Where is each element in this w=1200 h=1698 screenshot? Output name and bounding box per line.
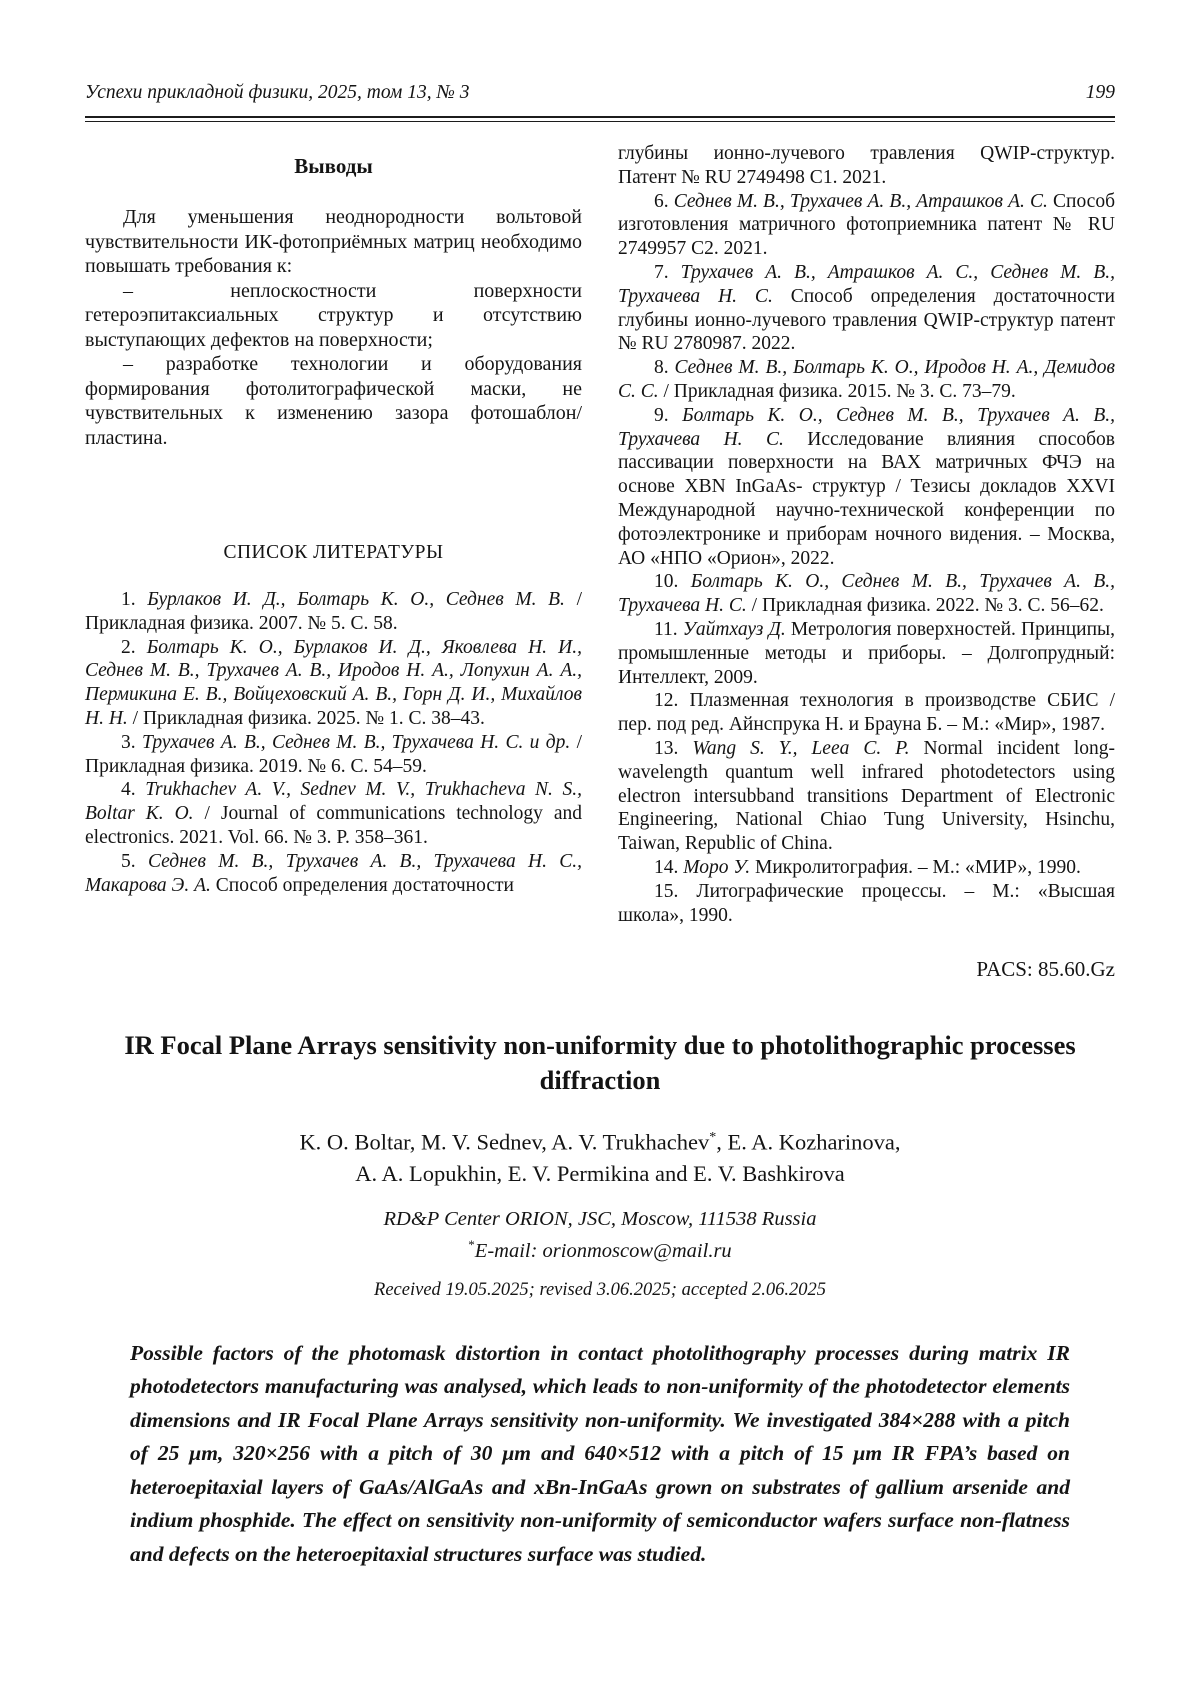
reference-item: 11. Уайтхауз Д. Метрология поверхностей. Принципы, промышленные методы и приборы. – Долгопрудный: Интеллект, 2009. xyxy=(618,618,1115,688)
email-text: E-mail: orionmoscow@mail.ru xyxy=(474,1239,732,1262)
authors-line-1-tail: , E. A. Kozharinova, xyxy=(716,1129,901,1155)
running-head xyxy=(85,82,1115,104)
reference-item: 9. Болтарь К. О., Седнев М. В., Трухачев А. В., Трухачева Н. С. Исследование влияния способов пассивации поверхности на ВАХ матричных ФЧЭ на основе XBN InGaAs- структур / Тезисы докладов XXVI Международной научно-технической конференции по фотоэлектронике и приборам ночного видения. – Москва, АО «НПО «Орион», 2022. xyxy=(618,404,1115,569)
right-column xyxy=(618,142,1115,927)
left-column xyxy=(85,142,582,927)
affiliation: RD&P Center ORION, JSC, Moscow, 111538 Russia xyxy=(383,1207,817,1230)
authors-line-1 xyxy=(85,1122,1115,1158)
references-heading: СПИСОК ЛИТЕРАТУРЫ xyxy=(223,542,444,563)
reference-continuation: глубины ионно-лучевого травления QWIP-структур. Патент № RU 2749498 C1. 2021. xyxy=(618,143,1115,188)
reference-item: 2. Болтарь К. О., Бурлаков И. Д., Яковлева Н. И., Седнев М. В., Трухачев А. В., Иродов Н. А., Лопухин А. А., Пермикина Е. В., Войцеховский А. В., Горн Д. И., Михайлов Н. Н. / Прикладная физика. 2025. № 1. С. 38–43. xyxy=(85,636,582,729)
conclusion-paragraph: – разработке технологии и оборудования формирования фотолитографической маски, не чувствительных к изменению зазора фотошаблон/пластина. xyxy=(85,353,582,449)
email-asterisk: * xyxy=(468,1236,475,1252)
references-list-right xyxy=(618,190,1115,928)
references-list-left xyxy=(85,588,582,897)
reference-item: 4. Trukhachev A. V., Sednev M. V., Trukhacheva N. S., Boltar K. O. / Journal of communications technology and electronics. 2021. Vol. 66. № 3. P. 358–361. xyxy=(85,779,583,848)
reference-item: 6. Седнев М. В., Трухачев А. В., Атрашков А. С. Способ изготовления матричного фотоприемника патент № RU 2749957 C2. 2021. xyxy=(618,190,1116,260)
reference-item: 10. Болтарь К. О., Седнев М. В., Трухачев А. В., Трухачева Н. С. / Прикладная физика. 2022. № 3. С. 56–62. xyxy=(618,571,1115,617)
authors-block xyxy=(85,1122,1115,1189)
reference-item: 3. Трухачев А. В., Седнев М. В., Трухачева Н. С. и др. / Прикладная физика. 2019. № 6. С. 54–59. xyxy=(85,731,582,777)
conclusion-paragraph: Для уменьшения неоднородности вольтовой чувствительности ИК-фотоприёмных матриц необходимо повышать требования к: xyxy=(85,206,582,277)
authors-line-2: A. A. Lopukhin, E. V. Permikina and E. V. Bashkirova xyxy=(355,1160,845,1186)
abstract: Possible factors of the photomask distortion in contact photolithography processes during matrix IR photodetectors manufacturing was analysed, which leads to non-uniformity of the photodetector elements dimensions and IR Focal Plane Arrays sensitivity non-uniformity. We investigated 384×288 with a pitch of 25 μm, 320×256 with a pitch of 30 μm and 640×512 with a pitch of 15 μm IR FPA’s based on heteroepitaxial layers of GaAs/AlGaAs and xBn-InGaAs grown on substrates of gallium arsenide and indium phosphide. The effect on sensitivity non-uniformity of semiconductor wafers surface non-flatness and defects on the heteroepitaxial structures surface was studied. xyxy=(130,1340,1070,1566)
reference-item: 8. Седнев М. В., Болтарь К. О., Иродов Н. А., Демидов С. С. / Прикладная физика. 2015. № 3. С. 73–79. xyxy=(618,357,1115,402)
received-dates: Received 19.05.2025; revised 3.06.2025; accepted 2.06.2025 xyxy=(374,1279,826,1300)
reference-item: 15. Литографические процессы. – М.: «Высшая школа», 1990. xyxy=(618,880,1115,926)
conclusions-paragraphs xyxy=(85,205,582,450)
article-title: IR Focal Plane Arrays sensitivity non-uniformity due to photolithographic processes diffraction xyxy=(124,1030,1076,1096)
reference-item: 7. Трухачев А. В., Атрашков А. С., Седнев М. В., Трухачева Н. С. Способ определения достаточности глубины ионно-лучевого травления QWIP-структур патент № RU 2780987. 2022. xyxy=(618,261,1116,355)
pacs-code: PACS: 85.60.Gz xyxy=(976,957,1115,982)
reference-item: 12. Плазменная технология в производстве СБИС / пер. под ред. Айнспрука Н. и Брауна Б. – М.: «Мир», 1987. xyxy=(618,690,1115,736)
conclusions-heading: Выводы xyxy=(294,154,373,178)
reference-item: 1. Бурлаков И. Д., Болтарь К. О., Седнев М. В. / Прикладная физика. 2007. № 5. С. 58. xyxy=(85,589,583,634)
corresponding-author-asterisk: * xyxy=(709,1130,717,1146)
reference-item: 14. Моро У. Микролитография. – М.: «МИР», 1990. xyxy=(654,856,1081,878)
reference-item: 5. Седнев М. В., Трухачев А. В., Трухачева Н. С., Макарова Э. А. Способ определения достаточности xyxy=(85,850,583,896)
two-column-body xyxy=(85,142,1115,927)
conclusion-paragraph: – неплоскостности поверхности гетероэпитаксиальных структур и отсутствию выступающих дефектов на поверхности; xyxy=(85,279,582,351)
header-rule xyxy=(85,116,1115,122)
reference-item: 13. Wang S. Y., Leea C. P. Normal incident long-wavelength quantum well infrared photodetectors using electron intersubband transitions Department of Electronic Engineering, National Chiao Tung University, Hsinchu, Taiwan, Republic of China. xyxy=(618,737,1115,855)
page-number: 199 xyxy=(1085,82,1115,103)
journal-title: Успехи прикладной физики, 2025, том 13, № 3 xyxy=(85,82,470,103)
email-line xyxy=(85,1232,1115,1264)
authors-line-1-names: K. O. Boltar, M. V. Sednev, A. V. Trukhachev xyxy=(299,1129,710,1155)
